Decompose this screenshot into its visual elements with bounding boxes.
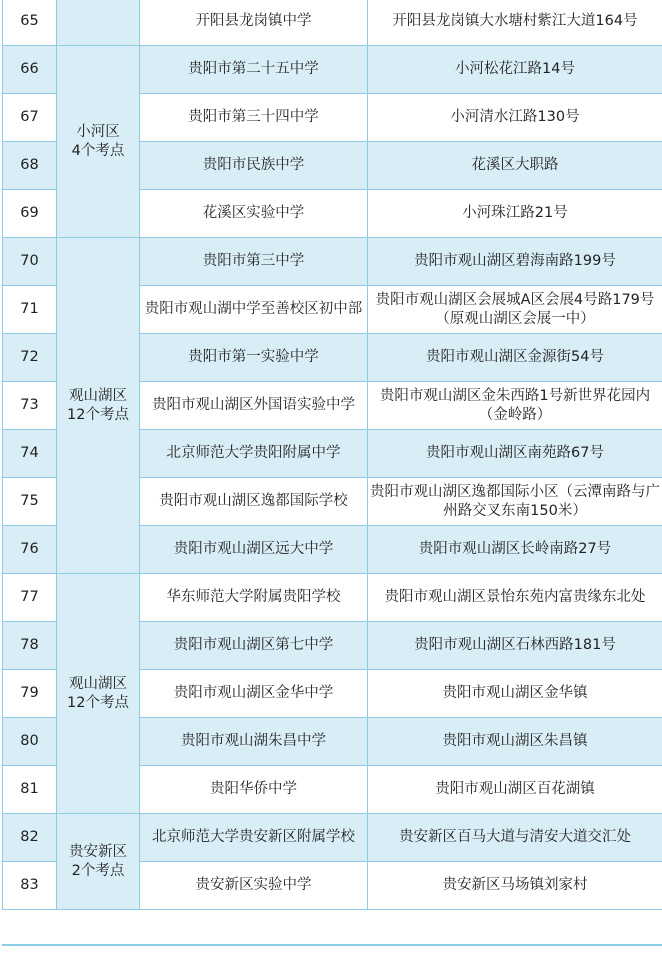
table-row (3, 0, 662, 46)
row-number: 76 (3, 526, 57, 574)
table-row (3, 46, 662, 94)
school-address: 贵阳市观山湖区碧海南路199号 (368, 238, 662, 286)
district-cell-guanshanhu (57, 238, 140, 574)
district-name: 贵安新区 (69, 843, 127, 860)
district-count: 4个考点 (71, 142, 125, 159)
row-number: 71 (3, 286, 57, 334)
school-address: 贵阳市观山湖区朱昌镇 (368, 718, 662, 766)
district-name: 观山湖区 (69, 675, 127, 692)
school-name: 贵阳市观山湖区逸都国际学校 (140, 478, 368, 526)
row-number: 72 (3, 334, 57, 382)
row-number: 65 (3, 0, 57, 46)
school-address: 花溪区大职路 (368, 142, 662, 190)
school-name: 贵阳市第三十四中学 (140, 94, 368, 142)
district-cell (57, 0, 140, 46)
row-number: 82 (3, 814, 57, 862)
district-cell-guian (57, 814, 140, 910)
district-cell-xiaohe (57, 46, 140, 238)
row-number: 77 (3, 574, 57, 622)
school-name: 开阳县龙岗镇中学 (140, 0, 368, 46)
district-name: 观山湖区 (69, 387, 127, 404)
school-address: 贵阳市观山湖区南苑路67号 (368, 430, 662, 478)
school-address: 开阳县龙岗镇大水塘村紫江大道164号 (368, 0, 662, 46)
row-number: 83 (3, 862, 57, 910)
district-count: 2个考点 (71, 862, 125, 879)
page-bottom-margin (0, 944, 662, 972)
school-name: 贵阳市观山湖区外国语实验中学 (140, 382, 368, 430)
district-count: 12个考点 (67, 694, 129, 711)
school-name: 贵阳市观山湖区远大中学 (140, 526, 368, 574)
school-address: 小河珠江路21号 (368, 190, 662, 238)
school-address: 贵安新区马场镇刘家村 (368, 862, 662, 910)
row-number: 78 (3, 622, 57, 670)
school-name: 华东师范大学附属贵阳学校 (140, 574, 368, 622)
school-address: 贵阳市观山湖区金源街54号 (368, 334, 662, 382)
row-number: 68 (3, 142, 57, 190)
school-address: 小河松花江路14号 (368, 46, 662, 94)
table-row (3, 238, 662, 286)
school-address: 贵阳市观山湖区金华镇 (368, 670, 662, 718)
school-address: 小河清水江路130号 (368, 94, 662, 142)
school-address: 贵阳市观山湖区长岭南路27号 (368, 526, 662, 574)
district-name: 小河区 (76, 123, 120, 140)
school-address: 贵阳市观山湖区石林西路181号 (368, 622, 662, 670)
school-name: 贵阳市观山湖朱昌中学 (140, 718, 368, 766)
school-name: 北京师范大学贵安新区附属学校 (140, 814, 368, 862)
row-number: 70 (3, 238, 57, 286)
district-count: 12个考点 (67, 406, 129, 423)
row-number: 67 (3, 94, 57, 142)
table-row (3, 574, 662, 622)
school-address: 贵阳市观山湖区百花湖镇 (368, 766, 662, 814)
school-address: 贵阳市观山湖区逸都国际小区（云潭南路与广州路交叉东南150米） (368, 478, 662, 526)
table-bottom-border (2, 944, 662, 946)
row-number: 81 (3, 766, 57, 814)
school-name: 花溪区实验中学 (140, 190, 368, 238)
row-number: 66 (3, 46, 57, 94)
row-number: 74 (3, 430, 57, 478)
school-address: 贵阳市观山湖区景怡东苑内富贵缘东北处 (368, 574, 662, 622)
row-number: 75 (3, 478, 57, 526)
row-number: 73 (3, 382, 57, 430)
school-name: 贵阳市第三中学 (140, 238, 368, 286)
school-address: 贵阳市观山湖区会展城A区会展4号路179号（原观山湖区会展一中） (368, 286, 662, 334)
school-name: 贵阳市民族中学 (140, 142, 368, 190)
school-name: 贵阳市第二十五中学 (140, 46, 368, 94)
district-cell-guanshanhu-continued (57, 574, 140, 814)
table-row (3, 814, 662, 862)
school-address: 贵阳市观山湖区金朱西路1号新世界花园内（金岭路） (368, 382, 662, 430)
exam-site-table (2, 0, 662, 910)
row-number: 80 (3, 718, 57, 766)
school-name: 贵阳华侨中学 (140, 766, 368, 814)
row-number: 69 (3, 190, 57, 238)
school-name: 贵阳市第一实验中学 (140, 334, 368, 382)
school-name: 贵安新区实验中学 (140, 862, 368, 910)
school-name: 北京师范大学贵阳附属中学 (140, 430, 368, 478)
school-name: 贵阳市观山湖中学至善校区初中部 (140, 286, 368, 334)
school-name: 贵阳市观山湖区第七中学 (140, 622, 368, 670)
row-number: 79 (3, 670, 57, 718)
school-name: 贵阳市观山湖区金华中学 (140, 670, 368, 718)
school-address: 贵安新区百马大道与清安大道交汇处 (368, 814, 662, 862)
